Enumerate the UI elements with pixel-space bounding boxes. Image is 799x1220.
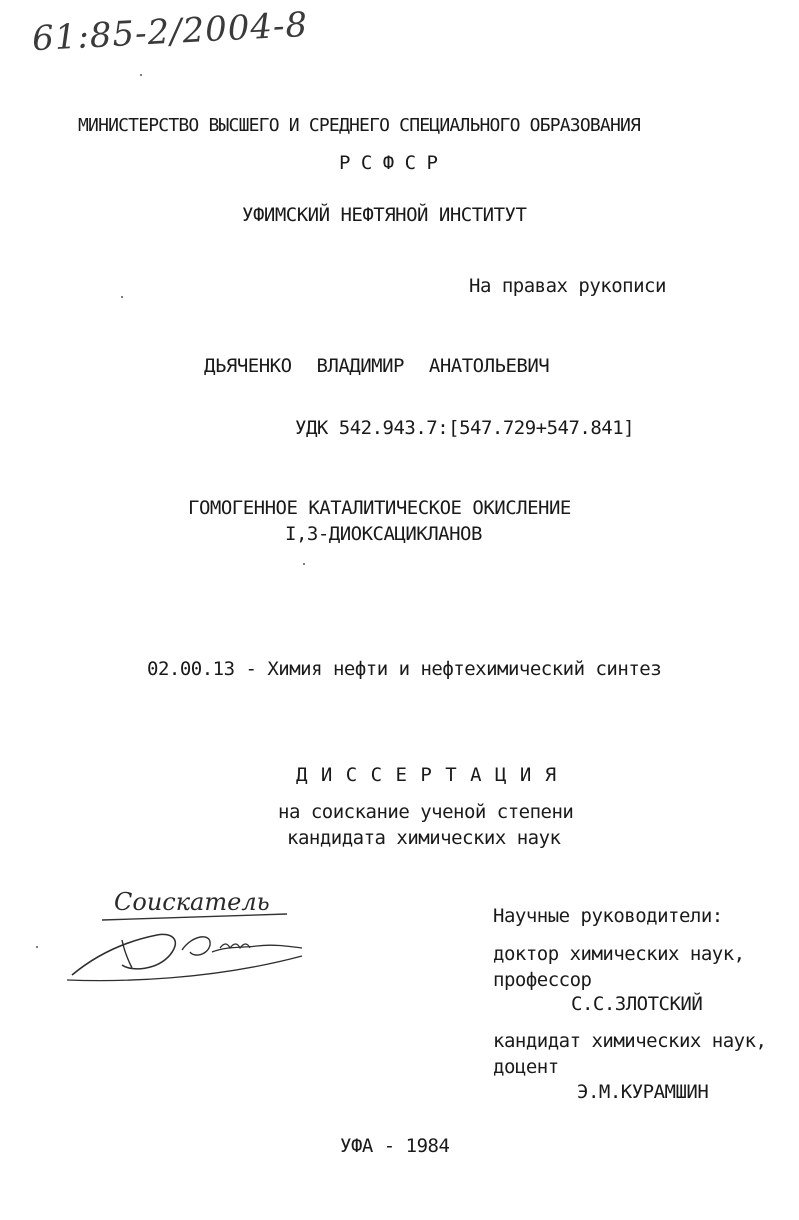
specialty: 02.00.13 - Химия нефти и нефтехимический синтез: [147, 658, 662, 680]
scan-speck: [140, 74, 142, 76]
supervisor1-name: С.С.ЗЛОТСКИЙ: [571, 993, 703, 1015]
dissertation-heading: Д И С С Е Р Т А Ц И Я: [296, 764, 558, 786]
ministry-heading: МИНИСТЕРСТВО ВЫСШЕГО И СРЕДНЕГО СПЕЦИАЛЬНОГО ОБРАЗОВАНИЯ: [78, 115, 641, 136]
scan-speck: [121, 296, 123, 298]
republic-heading: Р С Ф С Р: [339, 152, 438, 174]
degree-line2: кандидата химических наук: [287, 827, 561, 849]
scan-speck: [36, 946, 38, 948]
applicant-signature: [62, 880, 312, 990]
dissertation-title-line1: ГОМОГЕННОЕ КАТАЛИТИЧЕСКОЕ ОКИСЛЕНИЕ: [188, 497, 571, 519]
supervisor2-name: Э.М.КУРАМШИН: [577, 1081, 709, 1103]
city-year: УФА - 1984: [340, 1135, 450, 1157]
supervisor2-title: доцент: [493, 1056, 559, 1078]
archive-number-handwritten: 61:85-2/2004-8: [31, 4, 310, 60]
author-name: ДЬЯЧЕНКО ВЛАДИМИР АНАТОЛЬЕВИЧ: [204, 355, 550, 377]
supervisor1-title: профессор: [493, 969, 592, 991]
supervisors-heading: Научные руководители:: [493, 905, 723, 927]
udc-code: УДК 542.943.7:[547.729+547.841]: [295, 417, 635, 439]
supervisor1-degree: доктор химических наук,: [493, 943, 745, 965]
dissertation-title-line2: I,3-ДИОКСАЦИКЛАНОВ: [285, 523, 482, 545]
supervisor2-degree: кандидат химических наук,: [493, 1030, 767, 1052]
degree-line1: на соискание ученой степени: [278, 801, 574, 823]
applicant-label-handwritten: Соискатель: [114, 888, 270, 916]
institute-heading: УФИМСКИЙ НЕФТЯНОЙ ИНСТИТУТ: [242, 204, 527, 226]
scan-speck: [303, 563, 305, 565]
manuscript-rights: На правах рукописи: [469, 275, 666, 297]
